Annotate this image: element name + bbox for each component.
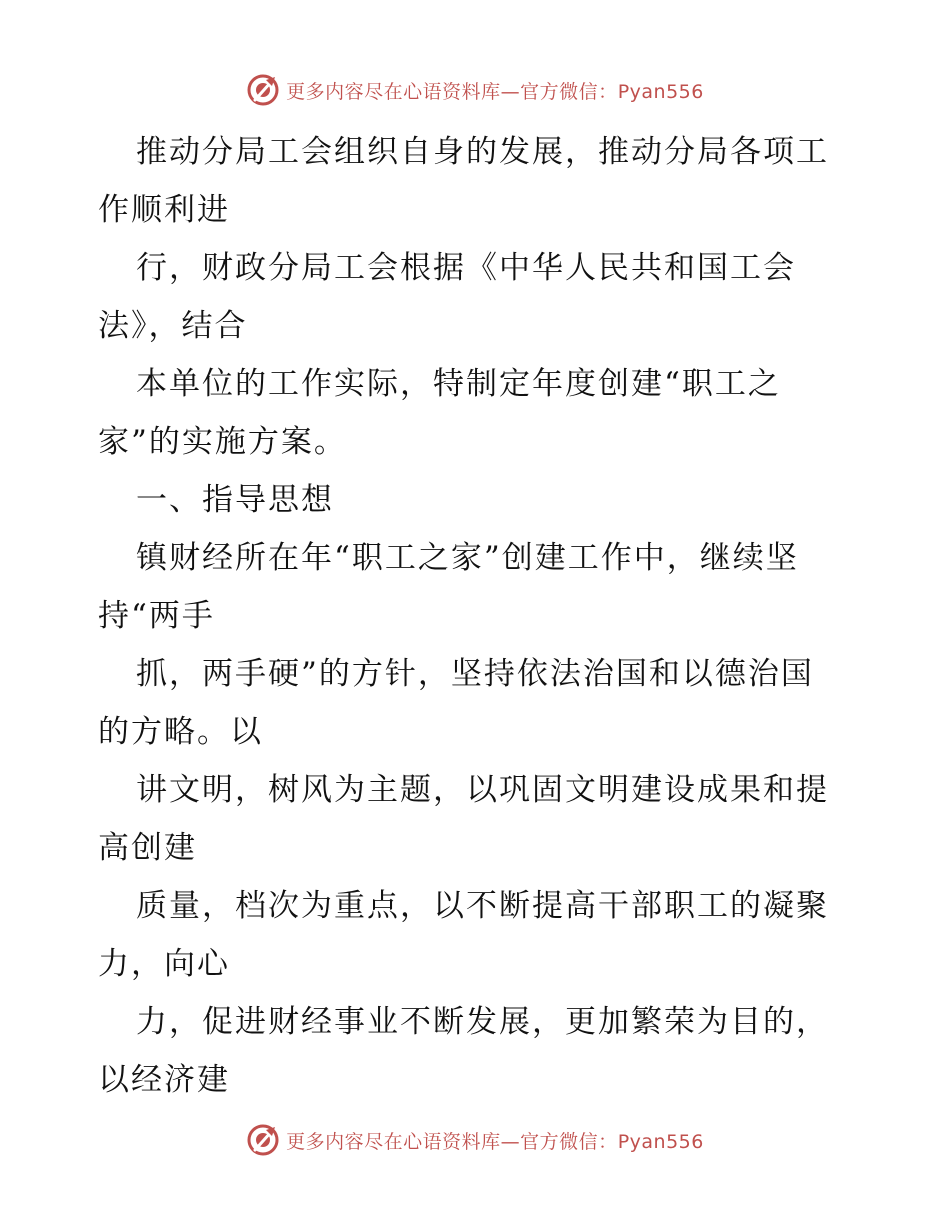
header-banner [0,70,950,110]
brand-logo-icon [246,1123,280,1157]
body-line: 家”的实施方案。 [98,424,347,460]
footer-brand-text [286,1127,704,1154]
header-separator: — [500,80,521,103]
section-heading: 一、指导思想 [136,482,334,518]
body-line: 讲文明，树风为主题，以巩固文明建设成果和提 [136,772,829,808]
body-line: 力，促进财经事业不断发展，更加繁荣为目的， [136,1004,829,1040]
footer-wechat-id: Pyan556 [617,1130,704,1153]
body-line: 抓，两手硬”的方针，坚持依法治国和以德治国 [136,656,814,692]
body-line: 高创建 [98,830,197,866]
body-line: 法》，结合 [98,308,248,344]
footer-separator: — [500,1130,521,1153]
document-body [98,123,858,1109]
footer-wechat-label: 官方微信： [520,1130,618,1153]
header-wechat-id: Pyan556 [617,80,704,103]
body-line: 质量，档次为重点，以不断提高干部职工的凝聚 [136,888,829,924]
footer-brand-name: 更多内容尽在心语资料库 [286,1130,501,1153]
body-line: 作顺利进 [98,192,230,228]
body-line: 持“两手 [98,598,215,634]
body-line: 的方略。以 [98,714,263,750]
body-line: 以经济建 [98,1062,230,1098]
body-line: 本单位的工作实际，特制定年度创建“职工之 [136,366,781,402]
brand-logo-icon [246,73,280,107]
header-wechat-label: 官方微信： [520,80,618,103]
body-line: 镇财经所在年“职工之家”创建工作中，继续坚 [136,540,799,576]
header-brand-name: 更多内容尽在心语资料库 [286,80,501,103]
body-line: 力，向心 [98,946,230,982]
body-line: 行，财政分局工会根据《中华人民共和国工会 [136,250,796,286]
footer-banner [0,1120,950,1160]
body-line: 推动分局工会组织自身的发展，推动分局各项工 [136,134,829,170]
header-brand-text [286,77,704,104]
